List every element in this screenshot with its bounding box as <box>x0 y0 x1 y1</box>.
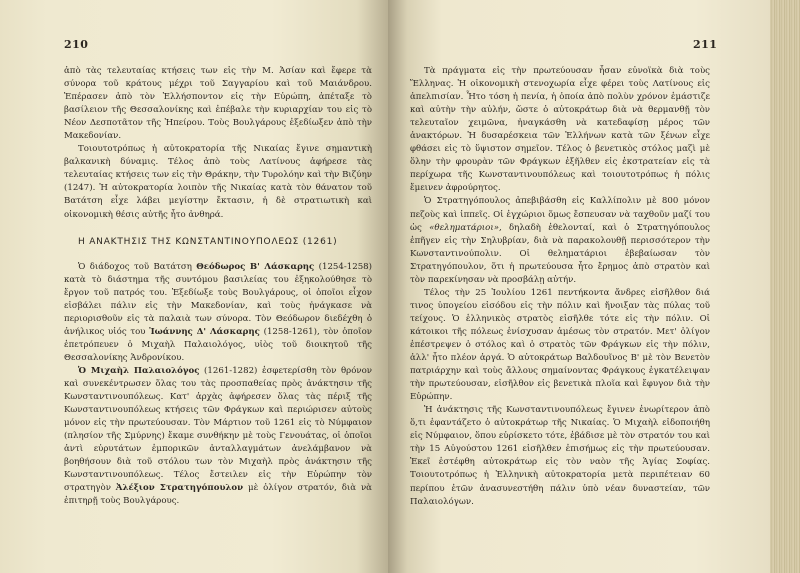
right-paragraph-1: Τὰ πράγματα εἰς τὴν πρωτεύουσαν ἦσαν εὐνοϊκὰ διὰ τοὺς Ἕλληνας. Ἡ οἰκονομικὴ στενοχωρία εἶχε φέρει τοὺς Λατίνους εἰς ἀπελπισίαν. Ἦτο τόση ἡ πενία, ἡ ὁποία ἀπὸ πολὺν χρόνον ἐμάστιζε καὶ αὐτὴν τὴν αὐλήν, ὥστε ὁ αὐτοκράτωρ διὰ νὰ θερμανθῇ τὸν τελευταῖον χειμῶνα, ἠναγκάσθη νὰ κατεδαφίσῃ μέρος τῶν ἀνακτόρων. Ἡ δυσαρέσκεια τῶν Ἑλλήνων κατὰ τῶν ξένων εἶχε φθάσει εἰς τὸ ὕψιστον σημεῖον. Τέλος ὁ βενετικὸς στόλος μαζὶ μὲ ὅλην τὴν φρουρὰν τῶν Φράγκων ἐξῆλθεν εἰς ἐκστρατείαν εἰς τὰ περίχωρα τῆς Κωνσταντινουπόλεως καὶ τοιουτοτρόπως ἡ πόλις ἔμεινεν ἀφρούρητος. <box>410 66 710 194</box>
right-paragraph-2 <box>410 195 710 286</box>
left-page-body <box>64 65 372 509</box>
right-page <box>388 0 772 573</box>
para2-prefix: Ὁ Στρατηγόπουλος ἀπεβιβάσθη εἰς Καλλίπολιν μὲ 800 μόνον πεζοὺς καὶ ἱππεῖς. Οἱ ἐγχώριοι ὅμως ἔσπευσαν νὰ ταχθοῦν μαζί του ὡς <box>410 196 710 233</box>
para3-suffix: (1258-1261), τὸν ὁποῖον ἐπετρόπευεν ὁ Μιχαὴλ Παλαιολόγος, υἱὸς τοῦ διοικητοῦ τῆς Θεσσαλονίκης Ἀνδρονίκου. <box>64 326 372 363</box>
right-paragraph-3: Τέλος τὴν 25 Ἰουλίου 1261 πεντήκοντα ἄνδρες εἰσῆλθον διά τινος ὑπογείου εἰσόδου εἰς τὴν πόλιν καὶ ἤνοιξαν τὰς πύλας τοῦ τείχους. Ὁ ἑλληνικὸς στρατὸς εἰσῆλθε τότε εἰς τὴν πόλιν. Οἱ κάτοικοι τῆς πόλεως ἐνίσχυσαν ἀμέσως τὸν στρατόν. Μετ' ὀλίγον ἐπέστρεψεν ὁ στόλος καὶ ὁ στρατὸς τῶν Φράγκων εἰς τὴν πόλιν, ἀλλ' ἦτο πλέον ἀργά. Ὁ αὐτοκράτωρ Βαλδουῖνος Β' μὲ τὸν Βενετὸν πατριάρχην καὶ τοὺς ἄλλους σημαίνοντας Φράγκους ἐγκατέλειψαν τὴν πρωτεύουσαν, εἰσῆλθον εἰς βενετικὰ πλοῖα καὶ ἔφυγον διὰ τὴν Εὐρώπην. <box>410 287 710 403</box>
section-heading: Η ΑΝΑΚΤΗΣΙΣ ΤΗΣ ΚΩΝΣΤΑΝΤΙΝΟΥΠΟΛΕΩΣ (1261) <box>78 236 338 247</box>
para3-middle: (1254-1258) κατὰ τὸ διάστημα τῆς συντόμου βασιλείας του ἐξηκολούθησε τὸ ἔργον τοῦ πατρός του. Ἐξεδίωξε τοὺς Βουλγάρους, οἱ ὁποῖοι εἶχον εἰσβάλει πάλιν εἰς τὴν Μακεδονίαν, καὶ τοὺς ἠνάγκασε νὰ περιορισθοῦν εἰς τὰ παλαιὰ των σύνορα. Τὸν Θεόδωρον διεδέχθη ὁ ἀνήλικος υἱός του <box>64 261 372 337</box>
para3-prefix: Ὁ διάδοχος τοῦ Βατάτση <box>78 261 197 272</box>
left-paragraph-1: ἀπὸ τὰς τελευταίας κτήσεις των εἰς τὴν Μ. Ἀσίαν καὶ ἔφερε τὰ σύνορα τοῦ κράτους μέχρι τοῦ Σαγγαρίου καὶ τοῦ Μαιάνδρου. Ἐπέρασεν ἀπὸ τὸν Ἑλλήσποντον εἰς τὴν Εὐρώπη, ἀπέταξε τὸ βασίλειον τῆς Θεσσαλονίκης καὶ ἐπέβαλε τὴν κυριαρχίαν του εἰς τὸ Νέον Δεσποτᾶτον τῆς Ἠπείρου. Τοὺς Βουλγάρους ἐξεδίωξεν ἀπὸ τὴν Μακεδονίαν. <box>64 66 372 142</box>
left-paragraph-4 <box>64 365 372 509</box>
name-theodoros: Θεόδωρος Β' Λάσκαρης <box>196 261 315 272</box>
page-number-left: 210 <box>64 38 89 51</box>
page-edges <box>770 0 800 573</box>
para4-text: (1261-1282) ἐσφετερίσθη τὸν θρόνον καὶ συνεκέντρωσεν ὅλας του τὰς προσπαθείας πρὸς ἀνάκτησιν τῆς Κωνσταντινουπόλεως. Κατ' ἀρχὰς ἀφήρεσεν ὅλας τὰς πέριξ τῆς Κωνσταντινουπόλεως κτήσεις τῶν Φράγκων καὶ περιώρισεν αὐτοὺς μόνον εἰς τὴν πρωτεύουσαν. Τὸν Μάρτιον τοῦ 1261 εἰς τὸ Νύμφαιον (πλησίον τῆς Σμύρνης) ἔκαμε συνθήκην μὲ τοὺς Γενουάτας, οἱ ὁποῖοι ἀντὶ εὐρυτάτων ἐμπορικῶν ἀνταλλαγμάτων ἀνελάμβανον νὰ βοηθήσουν διὰ τοῦ στόλου των τὸν Μιχαὴλ πρὸς ἀνάκτησιν τῆς Κωνσταντινουπόλεως. Τέλος ἔστειλεν εἰς τὴν Εὐρώπην τὸν στρατηγὸν <box>64 365 372 494</box>
name-ioannis: Ἰωάννης Δ' Λάσκαρης <box>149 326 260 337</box>
left-paragraph-2: Τοιουτοτρόπως ἡ αὐτοκρατορία τῆς Νικαίας ἔγινε σημαντικὴ βαλκανικὴ δύναμις. Τέλος ἀπὸ τοὺς Λατίνους ἀφήρεσε τὰς τελευταίας κτήσεις των εἰς τὴν Θράκην, τὴν Τυρολόην καὶ τὴν Βιζύην (1247). Ἡ αὐτοκρατορία λοιπὸν τῆς Νικαίας κατὰ τὸν θάνατον τοῦ Βατάτση εἶχε λάβει μεγίστην ἔκτασιν, ἡ δὲ στρατιωτικὴ καὶ οἰκονομικὴ θέσις αὐτῆς ἦτο ἀνθηρά. <box>64 144 373 220</box>
left-paragraph-3 <box>64 261 372 365</box>
name-alexios: Ἀλέξιον Στρατηγόπουλον <box>115 483 244 494</box>
para4-end: μὲ ὀλίγον στρατόν, διὰ νὰ ἐπιτηρῇ τοὺς Βουλγάρους. <box>64 483 372 507</box>
name-michael: Ὁ Μιχαὴλ Παλαιολόγος <box>78 365 200 376</box>
volunteers-term: «θεληματάριοι» <box>429 222 499 233</box>
right-page-body <box>410 65 710 509</box>
para2-suffix: , δηλαδὴ ἐθελονταί, καὶ ὁ Στρατηγόπουλος ἐπῆγεν εἰς τὴν Σηλυβρίαν, διὰ νὰ παρακολουθῇ περισσότερον τὴν Κωνσταντινούπολιν. Οἱ θεληματάριοι ἐβεβαίωσαν τὸν Στρατηγόπουλον, ὅτι ἡ πρωτεύουσα ἦτο ἔρημος ἀπὸ στρατὸν καὶ τὸν παρεκίνησαν νὰ προσβάλῃ αὐτήν. <box>410 222 710 285</box>
page-number-right: 211 <box>693 38 718 51</box>
right-paragraph-4: Ἡ ἀνάκτησις τῆς Κωνσταντινουπόλεως ἔγινεν ἐνωρίτερον ἀπὸ ὅ,τι ἐφαντάζετο ὁ αὐτοκράτωρ τῆς Νικαίας. Ὁ Μιχαὴλ εἰδοποιήθη εἰς Νύμφαιον, ὅπου εὑρίσκετο τότε, ἐβάδισε μὲ τὸν στρατόν του καὶ τὴν 15 Αὐγούστου 1261 εἰσῆλθεν ἐπισήμως εἰς τὴν πρωτεύουσαν. Ἐκεῖ ἐστέφθη αὐτοκράτωρ εἰς τὸν ναὸν τῆς Ἁγίας Σοφίας. Τοιουτοτρόπως ἡ Ἑλληνικὴ αὐτοκρατορία μετὰ περιπέτειαν 60 περίπου ἐτῶν ἀνασυνεστήθη πάλιν ὑπὸ νέαν δυναστείαν, τῶν Παλαιολόγων. <box>410 405 710 507</box>
left-page <box>0 0 388 573</box>
